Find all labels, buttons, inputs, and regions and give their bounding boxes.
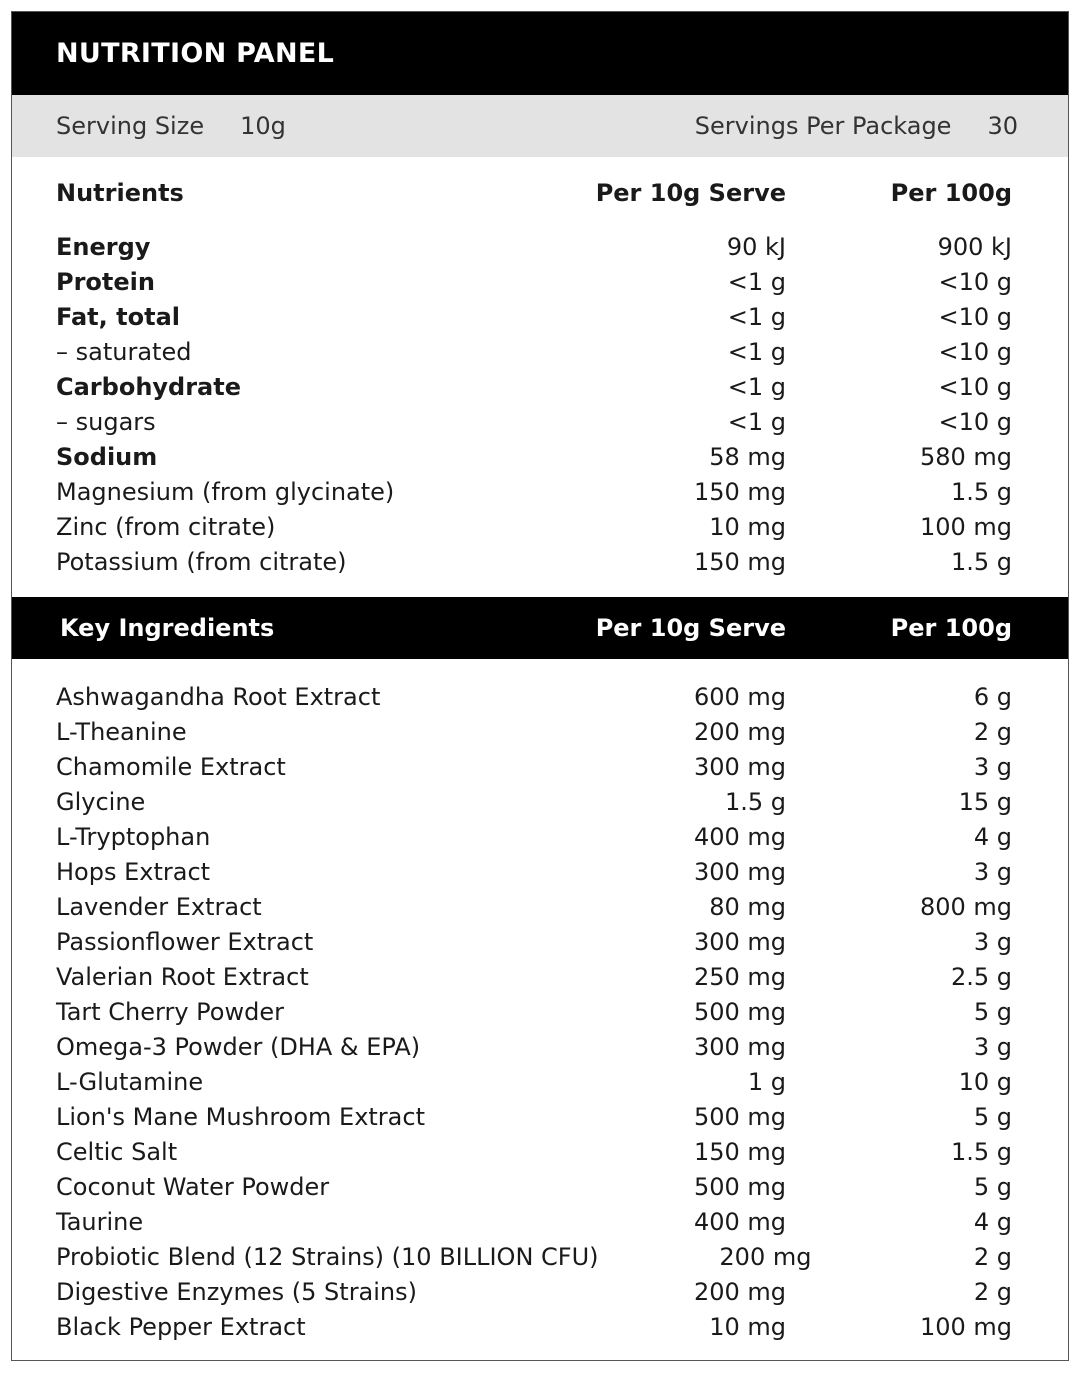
- ingredient-row-per-100g: 3 g: [973, 752, 1012, 781]
- ingredient-row-name: Lion's Mane Mushroom Extract: [56, 1102, 425, 1131]
- ingredient-row: [56, 959, 1012, 994]
- nutrient-row-name: Energy: [56, 232, 151, 261]
- ingredient-row: [56, 1099, 1012, 1134]
- serving-size-label: Serving Size: [56, 112, 205, 140]
- ingredients-header-per-serve: Per 10g Serve: [595, 614, 786, 642]
- ingredient-row-per-100g: 4 g: [973, 1207, 1012, 1236]
- nutrient-row-per-100g: <10 g: [938, 372, 1012, 401]
- ingredient-row-per-serve: 200 mg: [693, 717, 786, 746]
- ingredient-row-name: Omega-3 Powder (DHA & EPA): [56, 1032, 421, 1061]
- ingredient-row-name: Lavender Extract: [56, 892, 262, 921]
- ingredient-row-per-serve: 500 mg: [693, 1172, 786, 1201]
- nutrient-row: [56, 264, 1012, 299]
- nutrient-row-per-serve: 150 mg: [693, 547, 786, 576]
- ingredient-row-per-serve: 600 mg: [693, 682, 786, 711]
- ingredient-row-name: Black Pepper Extract: [56, 1312, 306, 1341]
- serving-size-value: 10g: [240, 112, 286, 140]
- nutrient-row-per-serve: 150 mg: [693, 477, 786, 506]
- nutrient-row: [56, 509, 1012, 544]
- ingredient-row: [56, 994, 1012, 1029]
- nutrient-row-name: Protein: [56, 267, 155, 296]
- nutrient-row-per-100g: <10 g: [938, 267, 1012, 296]
- ingredient-row: [56, 1169, 1012, 1204]
- nutrient-row-name: Potassium (from citrate): [56, 547, 347, 576]
- ingredient-row-name: L-Theanine: [56, 717, 187, 746]
- ingredient-row: [56, 1029, 1012, 1064]
- ingredient-row-per-serve: 80 mg: [709, 892, 786, 921]
- ingredient-row-per-100g: 4 g: [973, 822, 1012, 851]
- ingredient-row-per-100g: 1.5 g: [950, 1137, 1012, 1166]
- nutrient-row-per-100g: 1.5 g: [950, 547, 1012, 576]
- ingredient-row-per-100g: 800 mg: [919, 892, 1012, 921]
- nutrient-row-per-100g: <10 g: [938, 407, 1012, 436]
- ingredient-row-per-serve: 10 mg: [709, 1312, 786, 1341]
- serving-size: [56, 112, 286, 140]
- ingredient-row-per-serve: 400 mg: [693, 822, 786, 851]
- nutrition-panel: [11, 11, 1069, 1361]
- ingredient-row-per-100g: 2 g: [973, 1242, 1012, 1271]
- nutrient-row: [56, 404, 1012, 439]
- ingredient-row: [56, 749, 1012, 784]
- ingredient-row-name: Coconut Water Powder: [56, 1172, 330, 1201]
- ingredient-row-name: Hops Extract: [56, 857, 211, 886]
- nutrient-row: [56, 439, 1012, 474]
- ingredient-row: [56, 889, 1012, 924]
- ingredient-row-name: Taurine: [56, 1207, 144, 1236]
- nutrient-row: [56, 334, 1012, 369]
- ingredient-row-per-serve: 300 mg: [693, 857, 786, 886]
- ingredient-row-per-serve: 400 mg: [693, 1207, 786, 1236]
- ingredient-row-name: Chamomile Extract: [56, 752, 286, 781]
- nutrient-row-per-serve: <1 g: [727, 337, 786, 366]
- ingredient-row-per-100g: 2 g: [973, 717, 1012, 746]
- ingredient-row-name: Valerian Root Extract: [56, 962, 309, 991]
- nutrient-row: [56, 229, 1012, 264]
- ingredient-row-per-serve: 200 mg: [693, 1277, 786, 1306]
- ingredient-row-per-100g: 6 g: [973, 682, 1012, 711]
- ingredient-row-per-100g: 3 g: [973, 927, 1012, 956]
- ingredient-row: [56, 819, 1012, 854]
- ingredient-row-per-serve: 1 g: [747, 1067, 786, 1096]
- ingredient-row: [56, 1309, 1012, 1344]
- nutrient-row-per-100g: 900 kJ: [937, 232, 1012, 261]
- serving-info-bar: [12, 95, 1068, 157]
- panel-title: NUTRITION PANEL: [56, 38, 335, 69]
- ingredient-row-per-serve: 500 mg: [693, 1102, 786, 1131]
- nutrients-header-name: Nutrients: [56, 179, 184, 207]
- ingredient-row-name: L-Glutamine: [56, 1067, 204, 1096]
- ingredient-row-name: L-Tryptophan: [56, 822, 211, 851]
- nutrient-row-name: – sugars: [56, 407, 156, 436]
- ingredient-row: [56, 1239, 1012, 1274]
- nutrient-row-per-100g: <10 g: [938, 302, 1012, 331]
- servings-per-package-label: Servings Per Package: [694, 112, 952, 140]
- ingredient-row-name: Passionflower Extract: [56, 927, 314, 956]
- nutrient-row-name: Zinc (from citrate): [56, 512, 276, 541]
- ingredients-header-name: Key Ingredients: [60, 614, 275, 642]
- ingredients-section: [12, 659, 1068, 1344]
- nutrient-row-per-serve: <1 g: [727, 302, 786, 331]
- nutrient-row-per-100g: 580 mg: [919, 442, 1012, 471]
- nutrients-section: [12, 157, 1068, 579]
- nutrients-header-row: [56, 157, 1012, 229]
- ingredient-row: [56, 1064, 1012, 1099]
- ingredient-row-name: Probiotic Blend (12 Strains) (10 BILLION CFU): [56, 1242, 599, 1271]
- nutrient-row: [56, 474, 1012, 509]
- ingredient-row-per-100g: 2.5 g: [950, 962, 1012, 991]
- ingredient-row: [56, 1134, 1012, 1169]
- nutrient-row-per-serve: <1 g: [727, 407, 786, 436]
- ingredient-row: [56, 924, 1012, 959]
- ingredient-row-per-serve: 200 mg: [719, 1242, 812, 1271]
- nutrient-row-per-serve: <1 g: [727, 372, 786, 401]
- ingredient-row-per-100g: 3 g: [973, 857, 1012, 886]
- ingredient-row-per-serve: 300 mg: [693, 927, 786, 956]
- nutrient-row-per-serve: 10 mg: [709, 512, 786, 541]
- ingredient-row: [56, 1274, 1012, 1309]
- ingredient-row-per-100g: 100 mg: [919, 1312, 1012, 1341]
- ingredient-row-name: Digestive Enzymes (5 Strains): [56, 1277, 418, 1306]
- nutrient-row-per-serve: 90 kJ: [726, 232, 786, 261]
- ingredient-row-per-100g: 2 g: [973, 1277, 1012, 1306]
- ingredient-row: [56, 679, 1012, 714]
- ingredient-row-per-100g: 15 g: [958, 787, 1012, 816]
- servings-per-package: [695, 112, 1018, 140]
- title-bar: [12, 12, 1068, 95]
- nutrients-header-per-serve: Per 10g Serve: [595, 179, 786, 207]
- nutrient-row-per-100g: <10 g: [938, 337, 1012, 366]
- ingredient-row: [56, 784, 1012, 819]
- ingredient-row-per-100g: 5 g: [973, 1172, 1012, 1201]
- ingredient-row-per-100g: 3 g: [973, 1032, 1012, 1061]
- ingredients-table: [56, 679, 1012, 1344]
- key-ingredients-header-row: [12, 597, 1068, 659]
- ingredient-row: [56, 714, 1012, 749]
- nutrient-row-name: Fat, total: [56, 302, 180, 331]
- ingredients-header-per-100g: Per 100g: [890, 614, 1012, 642]
- ingredient-row-per-serve: 500 mg: [693, 997, 786, 1026]
- nutrient-row-name: – saturated: [56, 337, 192, 366]
- ingredient-row-name: Celtic Salt: [56, 1137, 178, 1166]
- ingredient-row-per-serve: 150 mg: [693, 1137, 786, 1166]
- ingredient-row-per-serve: 1.5 g: [724, 787, 786, 816]
- nutrient-row-name: Sodium: [56, 442, 158, 471]
- ingredient-row-name: Ashwagandha Root Extract: [56, 682, 381, 711]
- nutrient-row-per-100g: 100 mg: [919, 512, 1012, 541]
- ingredient-row: [56, 1204, 1012, 1239]
- ingredient-row-per-100g: 5 g: [973, 1102, 1012, 1131]
- ingredient-row-per-serve: 300 mg: [693, 1032, 786, 1061]
- nutrient-row: [56, 544, 1012, 579]
- ingredient-row-per-100g: 10 g: [958, 1067, 1012, 1096]
- ingredient-row-per-serve: 250 mg: [693, 962, 786, 991]
- ingredient-row-name: Tart Cherry Powder: [56, 997, 284, 1026]
- nutrient-row-name: Carbohydrate: [56, 372, 242, 401]
- nutrient-row-per-serve: 58 mg: [709, 442, 786, 471]
- nutrient-row: [56, 299, 1012, 334]
- ingredient-row: [56, 854, 1012, 889]
- nutrients-header-per-100g: Per 100g: [890, 179, 1012, 207]
- nutrients-table: [56, 229, 1012, 579]
- ingredient-row-name: Glycine: [56, 787, 146, 816]
- ingredient-row-per-serve: 300 mg: [693, 752, 786, 781]
- ingredient-row-per-100g: 5 g: [973, 997, 1012, 1026]
- nutrient-row: [56, 369, 1012, 404]
- nutrient-row-per-serve: <1 g: [727, 267, 786, 296]
- servings-per-package-value: 30: [987, 112, 1018, 140]
- nutrient-row-name: Magnesium (from glycinate): [56, 477, 395, 506]
- nutrient-row-per-100g: 1.5 g: [950, 477, 1012, 506]
